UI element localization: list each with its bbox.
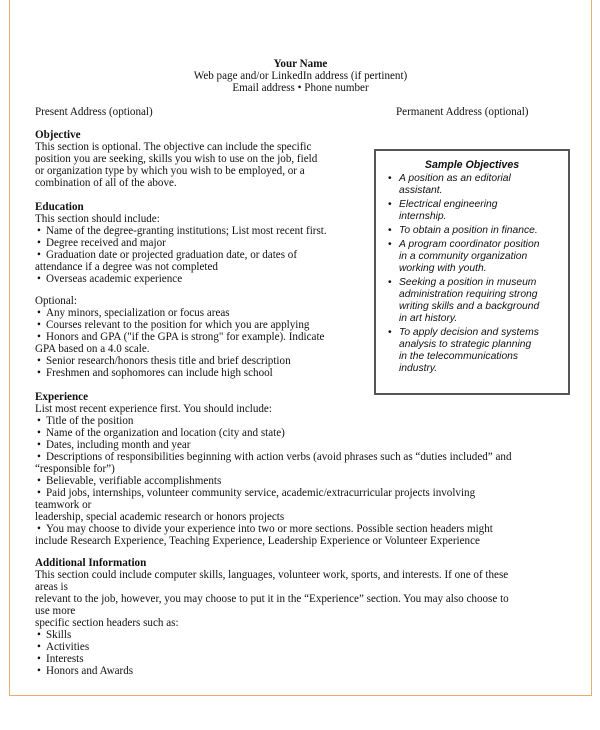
list-item-text: Honors and Awards [46, 665, 134, 677]
list-item-text: Believable, verifiable accomplishments [46, 475, 222, 487]
list-item-text: Name of the organization and location (city and state) [46, 427, 285, 439]
list-item-text: Activities [46, 641, 90, 653]
bullet-icon: • [37, 355, 41, 367]
bullet-icon: • [388, 225, 392, 236]
bullet-icon: • [37, 307, 41, 319]
list-item-text: leadership, special academic research or honors projects [35, 511, 285, 523]
list-item-text: Degree received and major [46, 237, 166, 249]
education-item [35, 237, 327, 249]
additional-line: This section could include computer skills, languages, volunteer work, sports, and interests. If one of these [35, 569, 509, 581]
list-item-text: Honors and GPA ("if the GPA is strong" for example). Indicate [46, 331, 325, 343]
additional-section [35, 557, 509, 677]
education-optional-label: Optional: [35, 295, 77, 307]
bullet-icon: • [37, 653, 41, 665]
sample-objectives-box [374, 149, 570, 395]
sample-objective-item [384, 239, 560, 275]
bullet-icon: • [37, 331, 41, 343]
list-item-text: teamwork or [35, 499, 92, 511]
additional-line: use more [35, 605, 76, 617]
education-section [35, 201, 327, 379]
objective-heading: Objective [35, 129, 81, 141]
bullet-icon: • [37, 225, 41, 237]
additional-item [35, 641, 509, 653]
sample-objectives-title: Sample Objectives [424, 159, 520, 171]
list-item-text: Overseas academic experience [46, 273, 183, 285]
experience-section [35, 391, 512, 547]
education-optional-item [35, 319, 327, 331]
bullet-icon: • [37, 319, 41, 331]
list-item-text: You may choose to divide your experience into two or more sections. Possible section headers might [46, 523, 493, 535]
education-optional-item [35, 355, 327, 367]
education-heading: Education [35, 201, 84, 213]
sample-objective-text: A program coordinator position [399, 239, 540, 250]
bullet-icon: • [37, 439, 41, 451]
list-item-text: Freshmen and sophomores can include high school [46, 367, 273, 379]
sample-objective-item [384, 199, 560, 223]
bullet-icon: • [37, 273, 41, 285]
bullet-icon: • [388, 173, 392, 184]
sample-objective-item [384, 277, 560, 325]
resume-page [9, 0, 592, 696]
objective-line: position you are seeking, skills you wish to use on the job, field [35, 153, 318, 165]
bullet-icon: • [37, 523, 41, 535]
sample-objective-text: in a community organization [399, 251, 528, 262]
list-item-text: Descriptions of responsibilities beginning with action verbs (avoid phrases such as “duties included” and [46, 451, 512, 463]
additional-line: relevant to the job, however, you may choose to put it in the “Experience” section. You may also choose to [35, 593, 509, 605]
objective-text [35, 141, 317, 189]
sample-objective-text: industry. [399, 363, 438, 374]
header-web-line: Web page and/or LinkedIn address (if pertinent) [193, 70, 408, 82]
additional-text [35, 569, 509, 629]
present-address-label: Present Address (optional) [35, 106, 153, 118]
list-item-text: include Research Experience, Teaching Experience, Leadership Experience or Volunteer Experience [35, 535, 480, 547]
sample-objective-text: working with youth. [399, 263, 487, 274]
experience-item [35, 427, 512, 439]
experience-item [35, 415, 512, 427]
experience-item [35, 451, 512, 475]
sample-objective-text: Seeking a position in museum [399, 277, 537, 288]
experience-item [35, 439, 512, 451]
objective-line: combination of all of the above. [35, 177, 177, 189]
education-intro: This section should include: [35, 213, 160, 225]
bullet-icon: • [37, 475, 41, 487]
list-item-text: Paid jobs, internships, volunteer community service, academic/extracurricular projects involving [46, 487, 476, 499]
sample-objective-text: internship. [399, 211, 447, 222]
additional-heading: Additional Information [35, 557, 147, 569]
header-name: Your Name [273, 58, 328, 70]
list-item-text: Any minors, specialization or focus areas [46, 307, 230, 319]
list-item-text: Dates, including month and year [46, 439, 191, 451]
education-optional-item [35, 367, 327, 379]
permanent-address-label: Permanent Address (optional) [396, 106, 529, 118]
bullet-icon: • [37, 427, 41, 439]
list-item-text: Graduation date or projected graduation date, or dates of [46, 249, 298, 261]
experience-list [35, 415, 512, 547]
bullet-icon: • [37, 487, 41, 499]
sample-objective-text: in art history. [399, 313, 458, 324]
list-item-text: Title of the position [46, 415, 134, 427]
objective-line: This section is optional. The objective can include the specific [35, 141, 312, 153]
sample-objective-text: A position as an editorial [399, 173, 511, 184]
bullet-icon: • [37, 665, 41, 677]
objective-line: or organization type by which you wish to be employed, or a [35, 165, 305, 177]
bullet-icon: • [37, 415, 41, 427]
education-list [35, 225, 327, 285]
sample-objectives-list [384, 173, 560, 375]
list-item-text: Senior research/honors thesis title and brief description [46, 355, 291, 367]
education-optional-item [35, 331, 327, 355]
sample-objective-item [384, 327, 560, 375]
sample-objective-text: in the telecommunications [399, 351, 519, 362]
bullet-icon: • [37, 451, 41, 463]
list-item-text: Interests [46, 653, 84, 665]
list-item-text: Courses relevant to the position for which you are applying [46, 319, 310, 331]
list-item-text: Name of the degree-granting institutions; List most recent first. [46, 225, 327, 237]
bullet-icon: • [37, 367, 41, 379]
education-item [35, 249, 327, 273]
bullet-icon: • [37, 641, 41, 653]
list-item-text: GPA based on a 4.0 scale. [35, 343, 150, 355]
education-optional-item [35, 307, 327, 319]
experience-item [35, 523, 512, 547]
bullet-icon: • [37, 249, 41, 261]
sample-objective-text: assistant. [399, 185, 443, 196]
experience-item [35, 487, 512, 523]
experience-heading: Experience [35, 391, 88, 403]
bullet-icon: • [37, 237, 41, 249]
bullet-icon: • [388, 239, 392, 250]
additional-item [35, 653, 509, 665]
bullet-icon: • [388, 327, 392, 338]
sample-objective-text: writing skills and a background [399, 301, 540, 312]
bullet-icon: • [388, 199, 392, 210]
sample-objective-text: To obtain a position in finance. [399, 225, 538, 236]
sample-objective-text: Electrical engineering [399, 199, 498, 210]
experience-intro: List most recent experience first. You should include: [35, 403, 272, 415]
education-optional-list [35, 307, 327, 379]
additional-line: areas is [35, 581, 68, 593]
bullet-icon: • [388, 277, 392, 288]
additional-line: specific section headers such as: [35, 617, 179, 629]
objective-section [35, 129, 317, 189]
sample-objective-item [384, 173, 560, 197]
header-contact-line: Email address • Phone number [232, 82, 369, 94]
list-item-text: attendance if a degree was not completed [35, 261, 218, 273]
sample-objective-text: analysis to strategic planning [399, 339, 532, 350]
additional-list [35, 629, 509, 677]
sample-objective-text: To apply decision and systems [399, 327, 539, 338]
bullet-icon: • [37, 629, 41, 641]
education-item [35, 225, 327, 237]
sample-objective-item [384, 225, 560, 237]
additional-item [35, 629, 509, 641]
sample-objective-text: administration requiring strong [399, 289, 538, 300]
list-item-text: Skills [46, 629, 72, 641]
list-item-text: “responsible for”) [35, 463, 115, 475]
education-item [35, 273, 327, 285]
experience-item [35, 475, 512, 487]
additional-item [35, 665, 509, 677]
